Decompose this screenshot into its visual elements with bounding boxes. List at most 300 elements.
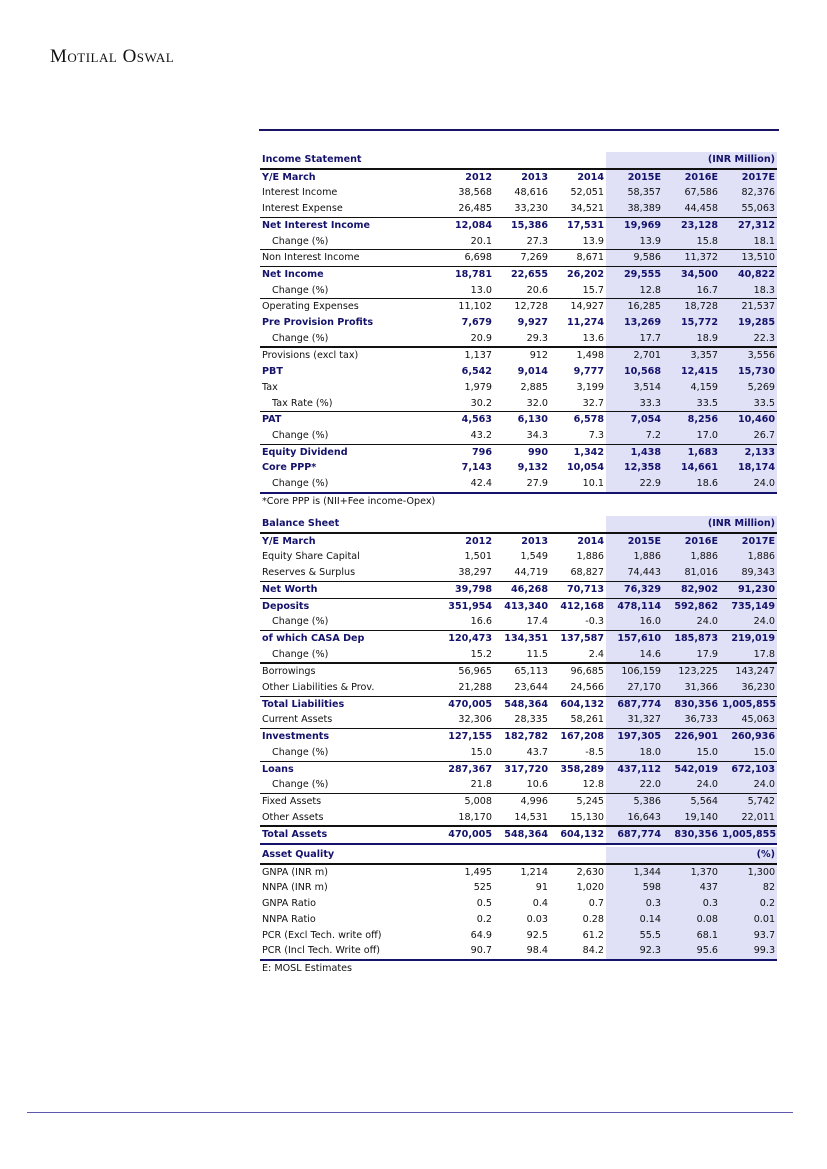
cell-value: 15,730 — [720, 364, 777, 380]
table-row — [260, 299, 777, 315]
cell-value: 542,019 — [663, 761, 720, 777]
cell-value: 4,159 — [663, 380, 720, 396]
cell-value: 68,827 — [570, 567, 605, 579]
row-label: Investments — [260, 729, 438, 745]
row-label: Change (%) — [272, 235, 329, 247]
table-row — [260, 476, 777, 493]
table-row — [260, 598, 777, 614]
cell-value: 14,927 — [550, 299, 606, 315]
row-label: Change (%) — [272, 648, 329, 660]
cell-value: 40,822 — [720, 266, 777, 282]
cell-value: 31,327 — [606, 712, 663, 728]
cell-value: 44,719 — [514, 567, 548, 579]
table-row — [260, 810, 777, 827]
table-row — [260, 347, 777, 364]
cell-value: 21,288 — [458, 682, 492, 694]
cell-value: 687,774 — [606, 826, 663, 844]
year-header: 2014 — [577, 535, 605, 547]
cell-value: 34,500 — [663, 266, 720, 282]
table-row — [260, 761, 777, 777]
cell-value: 10.6 — [526, 779, 548, 791]
cell-value: 0.3 — [663, 896, 720, 912]
row-label: PAT — [260, 412, 438, 428]
table-row — [260, 396, 777, 412]
cell-value: 598 — [606, 880, 663, 896]
cell-value: 18,781 — [438, 266, 494, 282]
cell-value: 0.28 — [582, 913, 605, 925]
cell-value: 33.5 — [663, 396, 720, 412]
row-label: Borrowings — [260, 663, 438, 680]
cell-value: 13,510 — [720, 250, 777, 267]
cell-value: 98.4 — [494, 943, 550, 960]
cell-value: 11,274 — [566, 317, 605, 329]
cell-value: 22.0 — [606, 777, 663, 793]
cell-value: 123,225 — [663, 663, 720, 680]
cell-value: 26.7 — [720, 428, 777, 444]
cell-value: 1,886 — [576, 551, 605, 563]
cell-value: 16.0 — [606, 614, 663, 630]
cell-value: 17.9 — [663, 647, 720, 664]
row-label: Interest Income — [262, 187, 338, 199]
cell-value: 2,701 — [606, 347, 663, 364]
cell-value: 82,376 — [720, 185, 777, 201]
cell-value: 437 — [663, 880, 720, 896]
table-row — [260, 864, 777, 881]
cell-value: 20.1 — [470, 235, 492, 247]
section-title: Balance Sheet — [260, 516, 606, 533]
cell-value: 17,531 — [550, 217, 606, 233]
cell-value: 15.0 — [720, 745, 777, 761]
cell-value: 13,269 — [606, 315, 663, 331]
cell-value: 15,772 — [663, 315, 720, 331]
cell-value: 11,372 — [663, 250, 720, 267]
cell-value: 82,902 — [663, 581, 720, 598]
cell-value: 137,587 — [550, 630, 606, 646]
cell-value: 1,005,855 — [720, 826, 777, 844]
cell-value: 81,016 — [663, 565, 720, 581]
cell-value: 912 — [494, 347, 550, 364]
cell-value: 2,885 — [520, 381, 548, 393]
cell-value: 219,019 — [720, 630, 777, 646]
cell-value: 5,386 — [606, 793, 663, 809]
cell-value: 11.5 — [526, 648, 548, 660]
cell-value: 15,386 — [494, 217, 550, 233]
cell-value: 56,965 — [438, 663, 494, 680]
cell-value: 1,300 — [720, 864, 777, 881]
row-label: NNPA Ratio — [262, 913, 316, 925]
cell-value: 260,936 — [720, 729, 777, 745]
cell-value: -0.3 — [585, 616, 605, 628]
cell-value: 413,340 — [494, 598, 550, 614]
cell-value: 3,514 — [606, 380, 663, 396]
row-label: Change (%) — [272, 284, 329, 296]
row-label: Net Interest Income — [260, 217, 438, 233]
cell-value: 34,521 — [570, 203, 605, 215]
cell-value: 548,364 — [494, 826, 550, 844]
year-header: 2016E — [663, 169, 720, 186]
cell-value: 1,886 — [606, 549, 663, 565]
cell-value: 437,112 — [606, 761, 663, 777]
row-label: NNPA (INR m) — [262, 882, 328, 894]
cell-value: 28,335 — [514, 714, 548, 726]
cell-value: 3,199 — [576, 381, 605, 393]
cell-value: 12.8 — [582, 779, 605, 791]
cell-value: 96,685 — [550, 663, 606, 680]
row-label: PCR (Excl Tech. write off) — [262, 929, 382, 941]
table-row — [260, 283, 777, 299]
cell-value: 7.2 — [606, 428, 663, 444]
cell-value: 26,202 — [550, 266, 606, 282]
cell-value: 27,170 — [606, 680, 663, 696]
cell-value: 38,389 — [606, 201, 663, 217]
asset-quality-table — [260, 847, 777, 977]
cell-value: 46,268 — [494, 581, 550, 598]
cell-value: 185,873 — [663, 630, 720, 646]
row-label: Net Income — [260, 266, 438, 282]
cell-value: 61.2 — [582, 929, 605, 941]
section-title: Asset Quality — [260, 847, 606, 864]
cell-value: 24,566 — [570, 682, 605, 694]
cell-value: 14.6 — [606, 647, 663, 664]
table-row — [260, 428, 777, 444]
column-header-row — [260, 169, 777, 186]
cell-value: 412,168 — [550, 598, 606, 614]
cell-value: 7,054 — [606, 412, 663, 428]
row-label: Total Liabilities — [260, 696, 438, 712]
cell-value: 478,114 — [606, 598, 663, 614]
cell-value: 18,170 — [458, 811, 492, 823]
cell-value: 7,269 — [494, 250, 550, 267]
cell-value: 143,247 — [720, 663, 777, 680]
cell-value: 10,054 — [566, 462, 605, 474]
cell-value: 38,297 — [458, 567, 492, 579]
cell-value: 120,473 — [438, 630, 494, 646]
cell-value: -8.5 — [585, 746, 605, 758]
cell-value: 687,774 — [606, 696, 663, 712]
cell-value: 13.9 — [606, 234, 663, 250]
footer-divider — [27, 1112, 793, 1113]
cell-value: 197,305 — [606, 729, 663, 745]
cell-value: 0.14 — [606, 912, 663, 928]
cell-value: 21.8 — [470, 779, 492, 791]
cell-value: 12.8 — [606, 283, 663, 299]
cell-value: 27,312 — [720, 217, 777, 233]
cell-value: 82 — [720, 880, 777, 896]
cell-value: 0.4 — [532, 898, 548, 910]
cell-value: 24.0 — [663, 777, 720, 793]
cell-value: 19,140 — [663, 810, 720, 827]
table-row — [260, 234, 777, 250]
cell-value: 24.0 — [720, 614, 777, 630]
cell-value: 17.8 — [720, 647, 777, 664]
row-label: Total Assets — [260, 826, 438, 844]
cell-value: 74,443 — [606, 565, 663, 581]
cell-value: 38,568 — [458, 187, 492, 199]
table-row — [260, 460, 777, 476]
cell-value: 9,777 — [573, 366, 605, 378]
cell-value: 16,643 — [606, 810, 663, 827]
row-label: Current Assets — [262, 714, 333, 726]
cell-value: 44,458 — [663, 201, 720, 217]
cell-value: 21,537 — [720, 299, 777, 315]
year-header: 2015E — [606, 169, 663, 186]
cell-value: 182,782 — [494, 729, 550, 745]
cell-value: 5,742 — [720, 793, 777, 809]
cell-value: 0.5 — [476, 898, 492, 910]
cell-value: 15.2 — [470, 648, 492, 660]
table-row — [260, 912, 777, 928]
cell-value: 1,886 — [720, 549, 777, 565]
cell-value: 1,498 — [550, 347, 606, 364]
cell-value: 0.3 — [606, 896, 663, 912]
cell-value: 604,132 — [550, 826, 606, 844]
cell-value: 84.2 — [550, 943, 606, 960]
cell-value: 19,285 — [720, 315, 777, 331]
cell-value: 525 — [473, 882, 492, 894]
cell-value: 32.7 — [582, 397, 605, 409]
year-header: 2012 — [465, 171, 492, 183]
cell-value: 12,728 — [494, 299, 550, 315]
cell-value: 19,969 — [606, 217, 663, 233]
row-label: GNPA Ratio — [262, 898, 317, 910]
cell-value: 4,996 — [494, 793, 550, 809]
cell-value: 13.9 — [582, 235, 605, 247]
cell-value: 33,230 — [514, 203, 548, 215]
year-header: 2012 — [465, 535, 492, 547]
cell-value: 30.2 — [470, 397, 492, 409]
cell-value: 93.7 — [720, 928, 777, 944]
cell-value: 15.8 — [663, 234, 720, 250]
cell-value: 14,531 — [514, 811, 548, 823]
cell-value: 990 — [494, 444, 550, 460]
cell-value: 64.9 — [470, 929, 492, 941]
row-label: Change (%) — [272, 779, 329, 791]
footnote: E: MOSL Estimates — [262, 962, 353, 974]
cell-value: 6,698 — [438, 250, 494, 267]
cell-value: 735,149 — [720, 598, 777, 614]
year-header: 2015E — [606, 533, 663, 550]
cell-value: 13.6 — [582, 332, 605, 344]
cell-value: 1,438 — [606, 444, 663, 460]
cell-value: 16,285 — [606, 299, 663, 315]
cell-value: 592,862 — [663, 598, 720, 614]
cell-value: 15.0 — [663, 745, 720, 761]
section-title-row — [260, 152, 777, 169]
cell-value: 796 — [438, 444, 494, 460]
cell-value: 22,011 — [720, 810, 777, 827]
cell-value: 604,132 — [550, 696, 606, 712]
cell-value: 24.0 — [720, 476, 777, 493]
cell-value: 27.9 — [494, 476, 550, 493]
row-label: Pre Provision Profits — [262, 317, 374, 329]
cell-value: 351,954 — [438, 598, 494, 614]
year-header: 2016E — [663, 533, 720, 550]
cell-value: 7,143 — [461, 462, 492, 474]
cell-value: 18.9 — [663, 331, 720, 348]
table-row — [260, 581, 777, 598]
cell-value: 358,289 — [550, 761, 606, 777]
cell-value: 20.6 — [526, 284, 548, 296]
table-row — [260, 729, 777, 745]
year-header: 2017E — [720, 169, 777, 186]
row-label: PCR (Incl Tech. Write off) — [260, 943, 438, 960]
table-row — [260, 266, 777, 282]
cell-value: 76,329 — [606, 581, 663, 598]
row-label: Operating Expenses — [260, 299, 438, 315]
cell-value: 65,113 — [494, 663, 550, 680]
row-label: Change (%) — [260, 476, 438, 493]
row-label: GNPA (INR m) — [262, 866, 328, 878]
cell-value: 42.4 — [438, 476, 494, 493]
cell-value: 24.0 — [663, 614, 720, 630]
row-label: Interest Expense — [262, 203, 343, 215]
cell-value: 33.3 — [606, 396, 663, 412]
table-row — [260, 663, 777, 680]
cell-value: 31,366 — [663, 680, 720, 696]
cell-value: 1,886 — [663, 549, 720, 565]
year-header: 2013 — [521, 171, 548, 183]
table-row — [260, 896, 777, 912]
cell-value: 830,356 — [663, 696, 720, 712]
cell-value: 48,616 — [514, 187, 548, 199]
table-row — [260, 364, 777, 380]
row-label: Change (%) — [272, 332, 329, 344]
cell-value: 22.3 — [720, 331, 777, 348]
cell-value: 7,679 — [461, 317, 492, 329]
cell-value: 1,005,855 — [720, 696, 777, 712]
cell-value: 8,671 — [550, 250, 606, 267]
table-row — [260, 647, 777, 664]
cell-value: 91 — [535, 882, 548, 894]
year-header: 2014 — [577, 171, 605, 183]
table-row — [260, 680, 777, 696]
unit-label: (INR Million) — [606, 152, 777, 169]
cell-value: 0.7 — [588, 898, 605, 910]
cell-value: 33.5 — [720, 396, 777, 412]
table-row — [260, 928, 777, 944]
row-label: Provisions (excl tax) — [260, 347, 438, 364]
table-row — [260, 880, 777, 896]
table-row — [260, 696, 777, 712]
cell-value: 16.7 — [663, 283, 720, 299]
cell-value: 1,549 — [520, 551, 548, 563]
row-label: Core PPP* — [262, 462, 317, 474]
table-row — [260, 217, 777, 233]
cell-value: 4,563 — [438, 412, 494, 428]
cell-value: 22.9 — [606, 476, 663, 493]
cell-value: 91,230 — [720, 581, 777, 598]
unit-label: (%) — [606, 847, 777, 864]
cell-value: 1,683 — [663, 444, 720, 460]
cell-value: 1,495 — [464, 866, 492, 878]
cell-value: 27.3 — [526, 235, 548, 247]
cell-value: 0.08 — [663, 912, 720, 928]
cell-value: 12,358 — [606, 460, 663, 476]
row-label: PBT — [262, 366, 283, 378]
cell-value: 15,130 — [570, 811, 605, 823]
cell-value: 36,230 — [720, 680, 777, 696]
cell-value: 10.1 — [550, 476, 606, 493]
cell-value: 58,261 — [570, 714, 605, 726]
row-label: Other Assets — [262, 811, 324, 823]
cell-value: 32,306 — [458, 714, 492, 726]
cell-value: 92.3 — [606, 943, 663, 960]
cell-value: 2.4 — [588, 648, 605, 660]
cell-value: 17.7 — [606, 331, 663, 348]
cell-value: 29,555 — [606, 266, 663, 282]
cell-value: 34.3 — [526, 429, 548, 441]
cell-value: 43.2 — [470, 429, 492, 441]
cell-value: 15.7 — [582, 284, 605, 296]
table-row — [260, 331, 777, 348]
cell-value: 43.7 — [526, 746, 548, 758]
cell-value: 9,132 — [517, 462, 548, 474]
row-label: Other Liabilities & Prov. — [262, 682, 375, 694]
row-label: Equity Share Capital — [262, 551, 360, 563]
column-header-row — [260, 533, 777, 550]
cell-value: 12,415 — [663, 364, 720, 380]
cell-value: 18,174 — [720, 460, 777, 476]
cell-value: 95.6 — [663, 943, 720, 960]
cell-value: 106,159 — [606, 663, 663, 680]
cell-value: 18.0 — [606, 745, 663, 761]
balance-sheet-table — [260, 516, 777, 845]
cell-value: 1,137 — [438, 347, 494, 364]
row-label: Change (%) — [272, 746, 329, 758]
cell-value: 5,564 — [663, 793, 720, 809]
unit-label: (INR Million) — [606, 516, 777, 533]
cell-value: 68.1 — [663, 928, 720, 944]
cell-value: 26,485 — [458, 203, 492, 215]
cell-value: 17.4 — [526, 616, 548, 628]
cell-value: 32.0 — [526, 397, 548, 409]
cell-value: 29.3 — [526, 332, 548, 344]
cell-value: 2,630 — [576, 866, 605, 878]
ye-label: Y/E March — [262, 171, 316, 183]
table-row — [260, 185, 777, 201]
section-title-row — [260, 847, 777, 864]
row-label: Reserves & Surplus — [262, 567, 356, 579]
cell-value: 1,370 — [663, 864, 720, 881]
cell-value: 17.0 — [663, 428, 720, 444]
cell-value: 470,005 — [438, 696, 494, 712]
cell-value: 830,356 — [663, 826, 720, 844]
cell-value: 45,063 — [720, 712, 777, 728]
brand-logo: Motilal Oswal — [50, 46, 175, 67]
table-row — [260, 549, 777, 565]
income-statement-table — [260, 152, 777, 509]
cell-value: 7.3 — [588, 429, 605, 441]
footnote-row — [260, 960, 777, 977]
cell-value: 92.5 — [526, 929, 548, 941]
cell-value: 39,798 — [438, 581, 494, 598]
table-row — [260, 380, 777, 396]
header-divider — [259, 129, 779, 131]
cell-value: 70,713 — [550, 581, 606, 598]
cell-value: 672,103 — [720, 761, 777, 777]
row-label: of which CASA Dep — [260, 630, 438, 646]
section-title: Income Statement — [260, 152, 606, 169]
row-label: Deposits — [260, 598, 438, 614]
cell-value: 167,208 — [550, 729, 606, 745]
row-label: Fixed Assets — [260, 793, 438, 809]
cell-value: 2,133 — [720, 444, 777, 460]
cell-value: 55.5 — [606, 928, 663, 944]
cell-value: 287,367 — [438, 761, 494, 777]
table-row — [260, 201, 777, 217]
year-header: 2013 — [521, 535, 548, 547]
cell-value: 18.3 — [720, 283, 777, 299]
